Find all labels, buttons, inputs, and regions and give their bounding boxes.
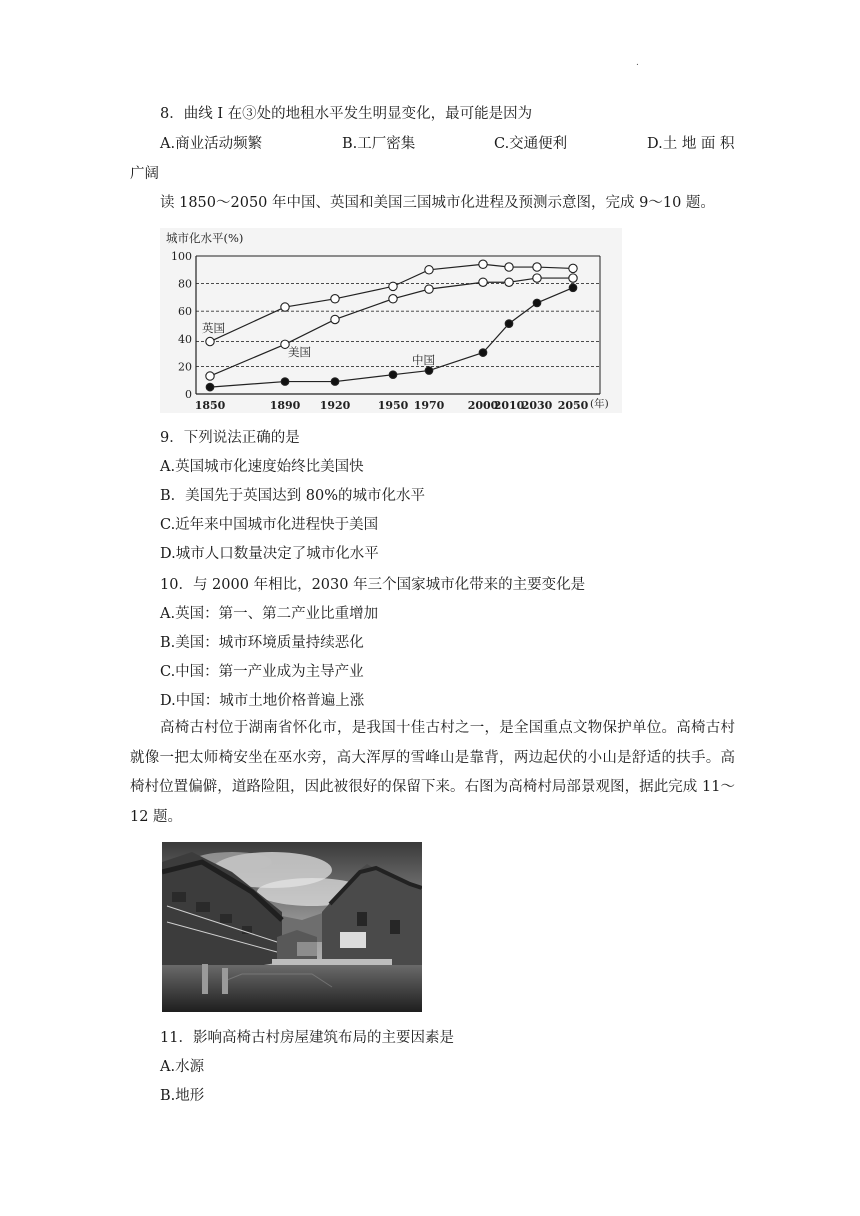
data-point bbox=[479, 260, 487, 268]
series-label: 英国 bbox=[202, 321, 225, 335]
series-label: 美国 bbox=[288, 345, 311, 359]
data-point bbox=[389, 371, 397, 379]
data-point bbox=[206, 337, 214, 345]
x-tick-label: 2000 bbox=[467, 399, 499, 412]
q8-stem: 8．曲线 I 在③处的地租水平发生明显变化，最可能是因为 bbox=[160, 106, 533, 122]
q9-option-c: C.近年来中国城市化进程快于美国 bbox=[160, 517, 379, 533]
data-point bbox=[206, 372, 214, 380]
data-point bbox=[331, 315, 339, 323]
q8-option-d: D.土 地 面 积 bbox=[647, 136, 735, 152]
y-tick-label: 80 bbox=[178, 277, 192, 291]
data-point bbox=[569, 284, 577, 292]
x-tick-label: 1920 bbox=[319, 399, 351, 412]
data-point bbox=[281, 378, 289, 386]
y-tick-label: 40 bbox=[178, 332, 192, 346]
data-point bbox=[425, 285, 433, 293]
q8-options bbox=[160, 134, 735, 154]
village-photo bbox=[162, 842, 422, 1012]
x-tick-label: 1950 bbox=[377, 399, 409, 412]
q11-option-a: A.水源 bbox=[160, 1059, 205, 1075]
chart-ylabel: 城市化水平(%) bbox=[166, 231, 244, 245]
page-dot: . bbox=[636, 58, 639, 68]
data-point bbox=[569, 264, 577, 272]
data-point bbox=[206, 383, 214, 391]
intro-9-10: 读 1850～2050 年中国、英国和美国三国城市化进程及预测示意图，完成 9～10 题。 bbox=[160, 195, 715, 211]
data-point bbox=[533, 299, 541, 307]
q11-option-b: B.地形 bbox=[160, 1088, 205, 1104]
x-tick-label: 1890 bbox=[269, 399, 301, 412]
data-point bbox=[505, 263, 513, 271]
data-point bbox=[505, 278, 513, 286]
y-tick-label: 20 bbox=[178, 360, 192, 374]
y-tick-label: 60 bbox=[178, 305, 192, 319]
data-point bbox=[281, 303, 289, 311]
series-label: 中国 bbox=[412, 353, 435, 367]
data-point bbox=[331, 295, 339, 303]
q10-option-c: C.中国：第一产业成为主导产业 bbox=[160, 664, 364, 680]
y-tick-label: 100 bbox=[171, 250, 192, 263]
q8-option-c: C.交通便利 bbox=[494, 136, 568, 152]
q10-option-d: D.中国：城市土地价格普遍上涨 bbox=[160, 693, 365, 709]
data-point bbox=[425, 367, 433, 375]
x-tick-label: 2050 bbox=[557, 399, 589, 412]
intro-11-12: 高椅古村位于湖南省怀化市，是我国十佳古村之一，是全国重点文物保护单位。高椅古村就像一把太师椅安坐在巫水旁，高大浑厚的雪峰山是靠背，两边起伏的小山是舒适的扶手。高椅村位置偏僻，道路险阻，因此被很好的保留下来。右图为高椅村局部景观图，据此完成 11～12 题。 bbox=[130, 720, 735, 825]
data-point bbox=[533, 263, 541, 271]
x-tick-label: 1850 bbox=[194, 399, 226, 412]
q9-stem: 9．下列说法正确的是 bbox=[160, 430, 300, 446]
q10-option-a: A.英国：第一、第二产业比重增加 bbox=[160, 606, 379, 622]
data-point bbox=[505, 320, 513, 328]
data-point bbox=[533, 274, 541, 282]
wall-sign bbox=[340, 932, 366, 948]
q11-stem: 11．影响高椅古村房屋建筑布局的主要因素是 bbox=[160, 1030, 454, 1046]
data-point bbox=[425, 266, 433, 274]
x-tick-label: 1970 bbox=[413, 399, 445, 412]
q10-option-b: B.美国：城市环境质量持续恶化 bbox=[160, 635, 364, 651]
q9-option-a: A.英国城市化速度始终比美国快 bbox=[160, 459, 364, 475]
x-tick-label: 2030 bbox=[521, 399, 553, 412]
data-point bbox=[331, 378, 339, 386]
q9-option-d: D.城市人口数量决定了城市化水平 bbox=[160, 546, 379, 562]
y-tick-label: 0 bbox=[185, 388, 192, 401]
x-tick-label: 2010 bbox=[493, 399, 525, 412]
data-point bbox=[479, 278, 487, 286]
urbanization-chart bbox=[160, 228, 622, 413]
data-point bbox=[569, 274, 577, 282]
q10-stem: 10．与 2000 年相比，2030 年三个国家城市化带来的主要变化是 bbox=[160, 577, 586, 593]
q8-option-b: B.工厂密集 bbox=[342, 136, 416, 152]
x-unit-label: (年) bbox=[590, 398, 609, 410]
q8-option-a: A.商业活动频繁 bbox=[160, 136, 263, 152]
data-point bbox=[389, 282, 397, 290]
q8-option-d-wrap: 广阔 bbox=[130, 166, 159, 182]
q9-option-b: B．美国先于英国达到 80%的城市化水平 bbox=[160, 488, 425, 504]
data-point bbox=[479, 349, 487, 357]
data-point bbox=[389, 295, 397, 303]
